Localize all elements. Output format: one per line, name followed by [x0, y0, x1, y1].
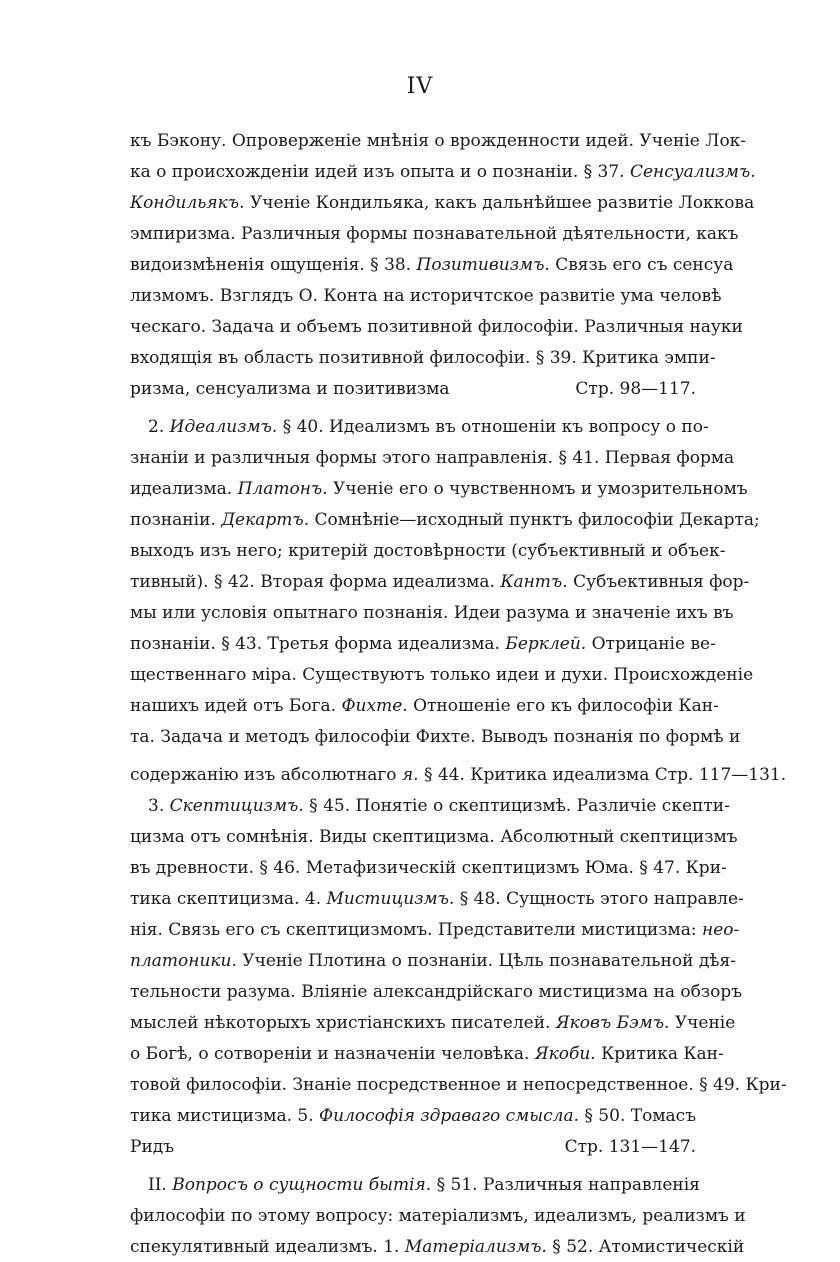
- italic-term: Берклей.: [505, 634, 587, 654]
- italic-term: Кантъ.: [500, 572, 568, 592]
- text-line: мыслей нѣкоторыхъ христіанскихъ писателей. Яковъ Бэмъ. Ученіе: [130, 1013, 736, 1033]
- text-line: выходъ изъ него; критерій достовѣрности (субъективный и объек-: [130, 541, 726, 561]
- text-line: лизмомъ. Взглядъ О. Конта на историчтское развитіе ума человѣ: [130, 286, 722, 306]
- italic-term: Декартъ.: [221, 510, 310, 530]
- text-line: цизма отъ сомнѣнія. Виды скептицизма. Абсолютный скептицизмъ: [130, 827, 738, 847]
- text-line: эмпиризма. Различныя формы познавательной дѣятельности, какъ: [130, 224, 739, 244]
- text-line: Кондильякъ. Ученіе Кондильяка, какъ дальнѣйшее развитіе Локкова: [130, 193, 755, 213]
- text-line: тика мистицизма. 5. Философія здраваго смысла. § 50. Томасъ: [130, 1106, 697, 1126]
- text-line: 2. Идеализмъ. § 40. Идеализмъ въ отношеніи къ вопросу о по-: [148, 417, 709, 437]
- text-line: идеализма. Платонъ. Ученіе его о чувственномъ и умозрительномъ: [130, 479, 748, 499]
- text-line: II. Вопросъ о сущности бытія. § 51. Различныя направленія: [148, 1175, 700, 1195]
- text-line: спекулятивный идеализмъ. 1. Матеріализмъ. § 52. Атомистическій: [130, 1237, 745, 1257]
- italic-term: я.: [401, 765, 419, 785]
- italic-term: Мистицизмъ.: [326, 889, 455, 909]
- text-line: о Богѣ, о сотвореніи и назначеніи человѣка. Якоби. Критика Кан-: [130, 1044, 724, 1064]
- text-line: платоники. Ученіе Плотина о познаніи. Цѣль познавательной дѣя-: [130, 951, 737, 971]
- page-range: Стр. 98—117.: [575, 379, 696, 399]
- text-line: познаніи. Декартъ. Сомнѣніе—исходный пунктъ философіи Декарта;: [130, 510, 760, 530]
- text-line: содержанію изъ абсолютнаго я. § 44. Критика идеализма Стр. 117—131.: [130, 765, 787, 785]
- text-line: тельности разума. Вліяніе александрійскаго мистицизма на обзоръ: [130, 982, 743, 1002]
- page-range: Стр. 131—147.: [564, 1137, 696, 1157]
- text-line: тика скептицизма. 4. Мистицизмъ. § 48. Сущность этого направле-: [130, 889, 744, 909]
- text-line: [130, 374, 696, 404]
- italic-term: Сенсуализмъ.: [629, 162, 756, 182]
- text-line: мы или условія опытнаго познанія. Идеи разума и значеніе ихъ въ: [130, 603, 734, 623]
- text-line: ка о происхожденіи идей изъ опыта и о познаніи. § 37. Сенсуализмъ.: [130, 162, 756, 182]
- italic-term: Вопросъ о сущности бытія.: [172, 1175, 432, 1195]
- text-line: нашихъ идей отъ Бога. Фихте. Отношеніе его къ философіи Кан-: [130, 696, 719, 716]
- text-line: познаніи. § 43. Третья форма идеализма. Берклей. Отрицаніе ве-: [130, 634, 716, 654]
- text-line: философіи по этому вопросу: матеріализмъ, идеализмъ, реализмъ и: [130, 1206, 746, 1226]
- italic-term: Платонъ.: [237, 479, 328, 499]
- text-line: 3. Скептицизмъ. § 45. Понятіе о скептицизмѣ. Различіе скепти-: [148, 796, 730, 816]
- text-line: [130, 1132, 696, 1162]
- page-number: IV: [406, 74, 434, 99]
- italic-term: Кондильякъ.: [130, 193, 245, 213]
- text-line: та. Задача и методъ философіи Фихте. Выводъ познанія по формѣ и: [130, 727, 741, 747]
- italic-term: нео-: [702, 920, 740, 940]
- line-text: Ридъ: [130, 1137, 175, 1157]
- text-line: входящія въ область позитивной философіи. § 39. Критика эмпи-: [130, 348, 716, 368]
- text-line: товой философіи. Знаніе посредственное и непосредственное. § 49. Кри-: [130, 1075, 787, 1095]
- text-line: щественнаго міра. Существуютъ только идеи и духи. Происхожденіе: [130, 665, 754, 685]
- text-line: въ древности. § 46. Метафизическій скептицизмъ Юма. § 47. Кри-: [130, 858, 727, 878]
- text-line: видоизмѣненія ощущенія. § 38. Позитивизмъ. Связь его съ сенсуа: [130, 255, 734, 275]
- italic-term: Яковъ Бэмъ.: [555, 1013, 670, 1033]
- italic-term: Фихте.: [341, 696, 408, 716]
- italic-term: платоники.: [130, 951, 237, 971]
- text-line: знаніи и различныя формы этого направленія. § 41. Первая форма: [130, 448, 735, 468]
- text-line: нія. Связь его съ скептицизмомъ. Представители мистицизма: нео-: [130, 920, 740, 940]
- italic-term: Философія здраваго смысла.: [319, 1106, 579, 1126]
- italic-term: Позитивизмъ.: [416, 255, 550, 275]
- text-line: къ Бэкону. Опроверженіе мнѣнія о врожденности идей. Ученіе Лок-: [130, 131, 747, 151]
- italic-term: Скептицизмъ.: [169, 796, 304, 816]
- line-text: ризма, сенсуализма и позитивизма: [130, 379, 450, 399]
- italic-term: Матеріализмъ.: [404, 1237, 547, 1257]
- text-line: тивный). § 42. Вторая форма идеализма. Кантъ. Субъективныя фор-: [130, 572, 750, 592]
- italic-term: Идеализмъ.: [169, 417, 278, 437]
- text-line: ческаго. Задача и объемъ позитивной философіи. Различныя науки: [130, 317, 743, 337]
- italic-term: Якоби.: [534, 1044, 596, 1064]
